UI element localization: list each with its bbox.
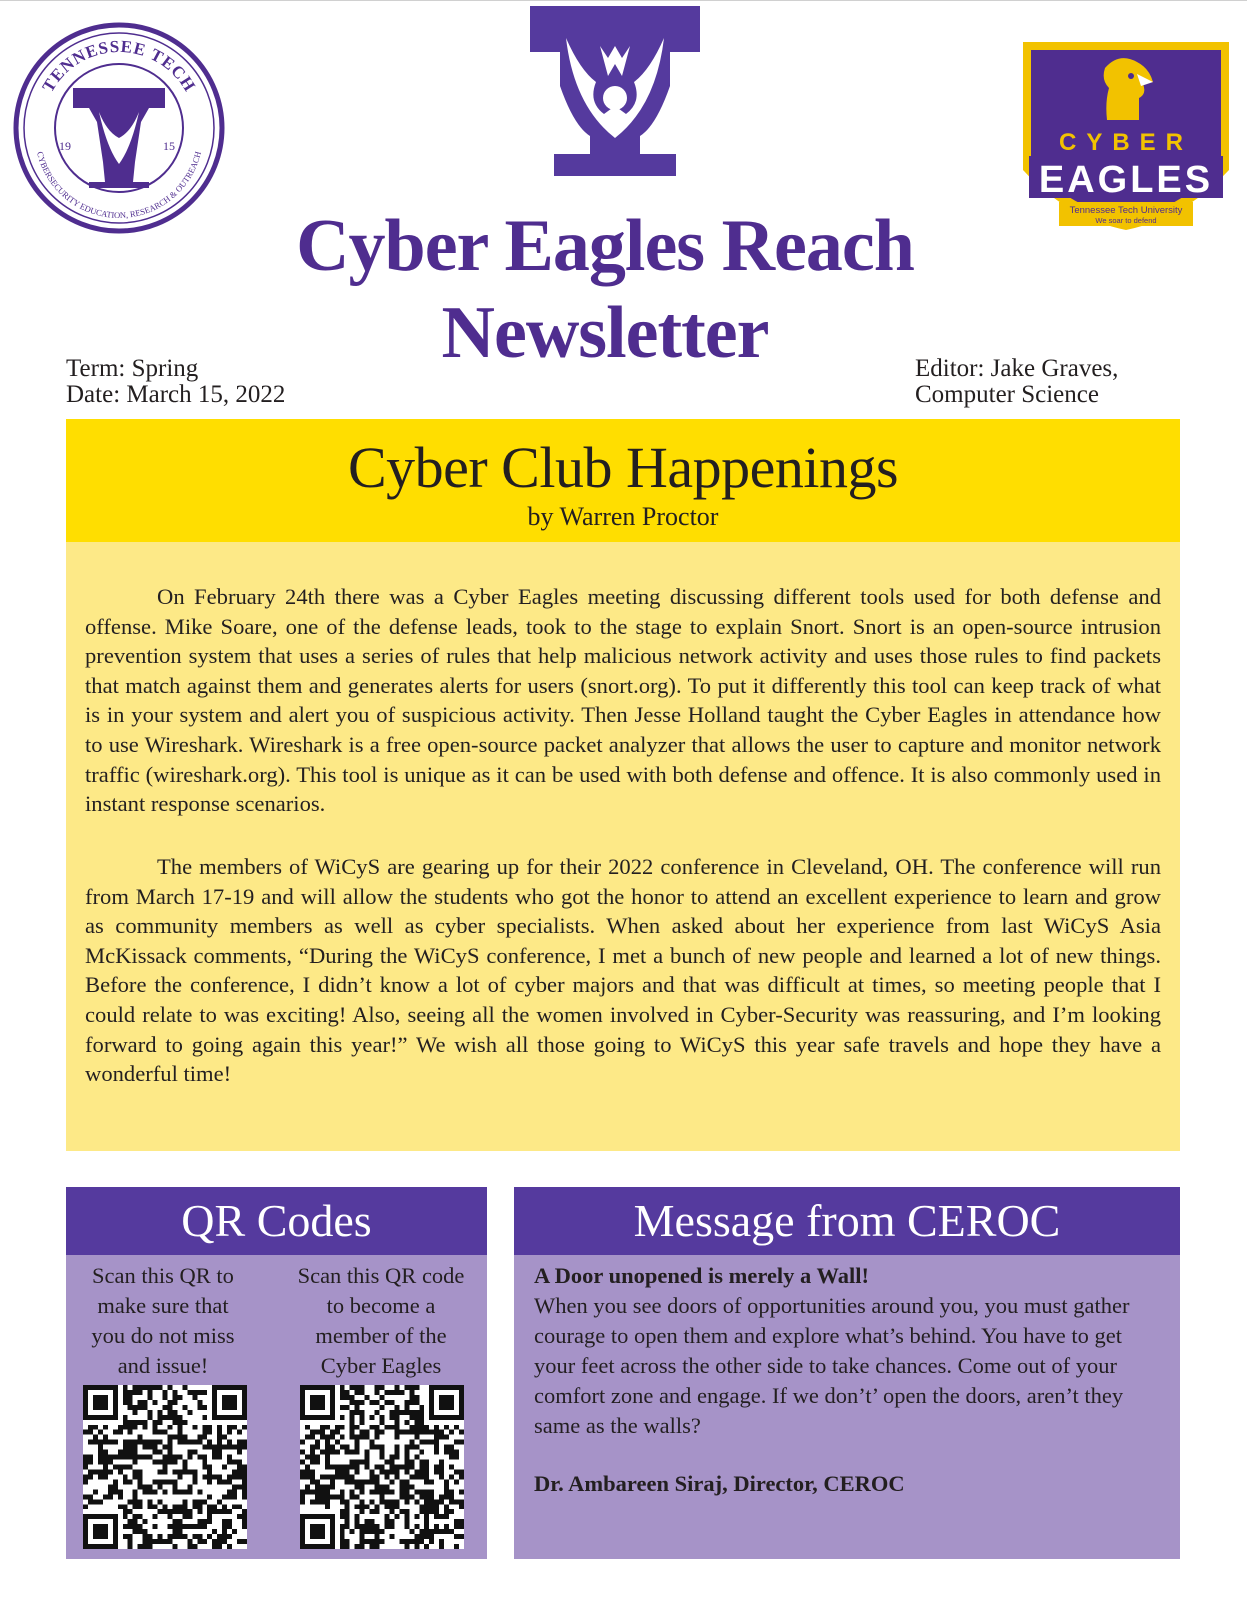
happenings-article <box>66 542 1180 1151</box>
ceroc-signature: Dr. Ambareen Siraj, Director, CEROC <box>534 1471 905 1496</box>
ceroc-message-header <box>514 1187 1180 1255</box>
article-paragraph-1: On February 24th there was a Cyber Eagles meeting discussing different tools used for both defense and offense. Mike Soare, one of the defense leads, took to the stage to explain Snort. Snort is an open-source intrusion prevention system that uses a series of rules that help malicious network activity and uses those rules to find packets that match against them and generates alerts for users (snort.org). To put it differently this tool can keep track of what is in your system and alert you of suspicious activity. Then Jesse Holland taught the Cyber Eagles in attendance how to use Wireshark. Wireshark is a free open-source packet analyzer that allows the user to capture and monitor network traffic (wireshark.org). This tool is unique as it can be used with both defense and offence. It is also commonly used in instant response scenarios. <box>85 584 1161 817</box>
cyber-eagles-shield-logo <box>1015 22 1237 232</box>
happenings-title: Cyber Club Happenings <box>347 435 899 500</box>
tennessee-tech-seal-logo <box>13 22 225 234</box>
svg-text:CYBERSECURITY EDUCATION, RESEA: CYBERSECURITY EDUCATION, RESEARCH & OUTREACH <box>35 150 203 221</box>
ceroc-message-text: When you see doors of opportunities around you, you must gather courage to open them and explore what’s behind. You have to get your feet across the other side to take chances. Come out of your comfort zone and engage. If we don’t’ open the doors, aren’t they same as the walls? <box>534 1293 1130 1438</box>
term-label: Term: Spring <box>66 355 199 382</box>
tennessee-tech-t-eagle-logo <box>530 6 700 176</box>
editor-department: Computer Science <box>915 381 1099 408</box>
shield-line2: EAGLES <box>1038 159 1214 201</box>
svg-text:19: 19 <box>59 139 71 153</box>
newsletter-title-line1: Cyber Eagles Reach <box>296 205 914 287</box>
qr-code-membership-icon[interactable] <box>300 1385 464 1549</box>
qr-codes-panel <box>66 1255 487 1559</box>
svg-text:TENNESSEE TECH: TENNESSEE TECH <box>38 36 200 96</box>
article-paragraph-2: The members of WiCyS are gearing up for their 2022 conference in Cleveland, OH. The conference will run from March 17-19 and will allow the students who got the honor to attend an excellent experience to learn and grow as community members as well as cyber specialists. When asked about her experience from last WiCyS Asia McKissack comments, “During the WiCyS conference, I met a bunch of new people and learned a lot of new things. Before the conference, I didn’t know a lot of cyber majors and that was difficult at times, so meeting people that I could relate to was exciting! Also, seeing all the women involved in Cyber-Security was reassuring, and I’m looking forward to going again this year!” We wish all those going to WiCyS this year safe travels and hope they have a wonderful time! <box>85 854 1161 1087</box>
svg-text:We soar to defend: We soar to defend <box>1095 216 1157 225</box>
happenings-header <box>66 419 1180 542</box>
ceroc-message-title: Message from CEROC <box>633 1195 1061 1246</box>
qr-codes-title: QR Codes <box>181 1195 372 1246</box>
happenings-byline: by Warren Proctor <box>527 502 719 531</box>
svg-text:Tennessee Tech University: Tennessee Tech University <box>1069 205 1183 216</box>
qr-codes-header <box>66 1187 487 1255</box>
newsletter-title-line2: Newsletter <box>441 292 769 374</box>
svg-text:15: 15 <box>163 139 175 153</box>
qr-caption-newsletter: Scan this QR to make sure that you do not miss and issue! <box>91 1263 235 1378</box>
qr-code-newsletter-icon[interactable] <box>83 1385 247 1549</box>
ceroc-message-panel <box>514 1255 1180 1559</box>
qr-caption-membership: Scan this QR code to become a member of the Cyber Eagles <box>297 1263 465 1378</box>
date-label: Date: March 15, 2022 <box>66 381 286 408</box>
ceroc-quote-heading: A Door unopened is merely a Wall! <box>534 1263 870 1288</box>
shield-line1: CYBER <box>1058 129 1194 156</box>
top-border <box>0 0 1247 1</box>
term-date-block <box>66 356 285 408</box>
editor-block <box>915 356 1118 408</box>
editor-label: Editor: Jake Graves, <box>915 355 1119 382</box>
